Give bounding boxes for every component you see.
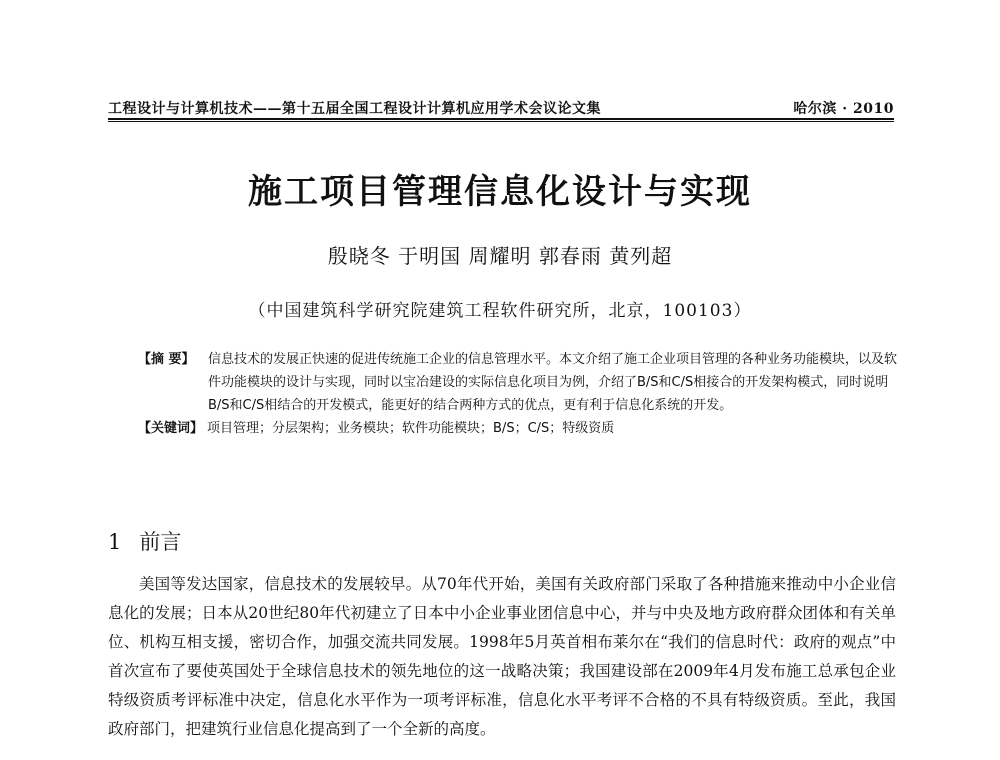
body-paragraph: 美国等发达国家，信息技术的发展较早。从70年代开始，美国有关政府部门采取了各种措施来推动中小企业信息化的发展；日本从20世纪80年代初建立了日本中小企业事业团信息中心，并与中央及地方政府群众团体和有关单位、机构互相支援，密切合作，加强交流共同发展。1998年5月英首相布莱尔在“我们的信息时代：政府的观点”中首次宣布了要使英国处于全球信息技术的领先地位的这一战略决策；我国建设部在2009年4月发布施工总承包企业特级资质考评标准中决定，信息化水平作为一项考评标准，信息化水平考评不合格的不具有特级资质。至此，我国政府部门，把建筑行业信息化提高到了一个全新的高度。 <box>108 575 896 738</box>
abstract-block <box>138 348 898 440</box>
abstract-text: 信息技术的发展正快速的促进传统施工企业的信息管理水平。本文介绍了施工企业项目管理的各种业务功能模块，以及软件功能模块的设计与实现，同时以宝冶建设的实际信息化项目为例，介绍了B/S和C/S相接合的开发架构模式，同时说明B/S和C/S相结合的开发模式，能更好的结合两种方式的优点，更有利于信息化系统的开发。 <box>208 352 898 413</box>
header-rule <box>108 118 894 120</box>
running-header-location-year: 哈尔滨 · 2010 <box>793 101 894 117</box>
section-heading <box>108 526 181 556</box>
running-header-journal: 工程设计与计算机技术——第十五届全国工程设计计算机应用学术会议论文集 <box>108 101 601 117</box>
keywords-row <box>138 417 898 440</box>
affiliation: （中国建筑科学研究院建筑工程软件研究所，北京，100103） <box>248 301 752 321</box>
author-list: 殷晓冬 于明国 周耀明 郭春雨 黄列超 <box>327 244 673 268</box>
section-title: 前言 <box>139 530 182 554</box>
running-header <box>108 94 894 118</box>
abstract-row <box>138 348 898 417</box>
keywords-label: 【关键词】 <box>138 421 204 436</box>
section-number: 1 <box>108 530 122 554</box>
abstract-label: 【摘 要】 <box>138 352 195 367</box>
keywords-text: 项目管理；分层架构；业务模块；软件功能模块；B/S；C/S；特级资质 <box>207 421 615 436</box>
header-rule-thin <box>108 121 894 122</box>
paper-title: 施工项目管理信息化设计与实现 <box>248 172 752 212</box>
